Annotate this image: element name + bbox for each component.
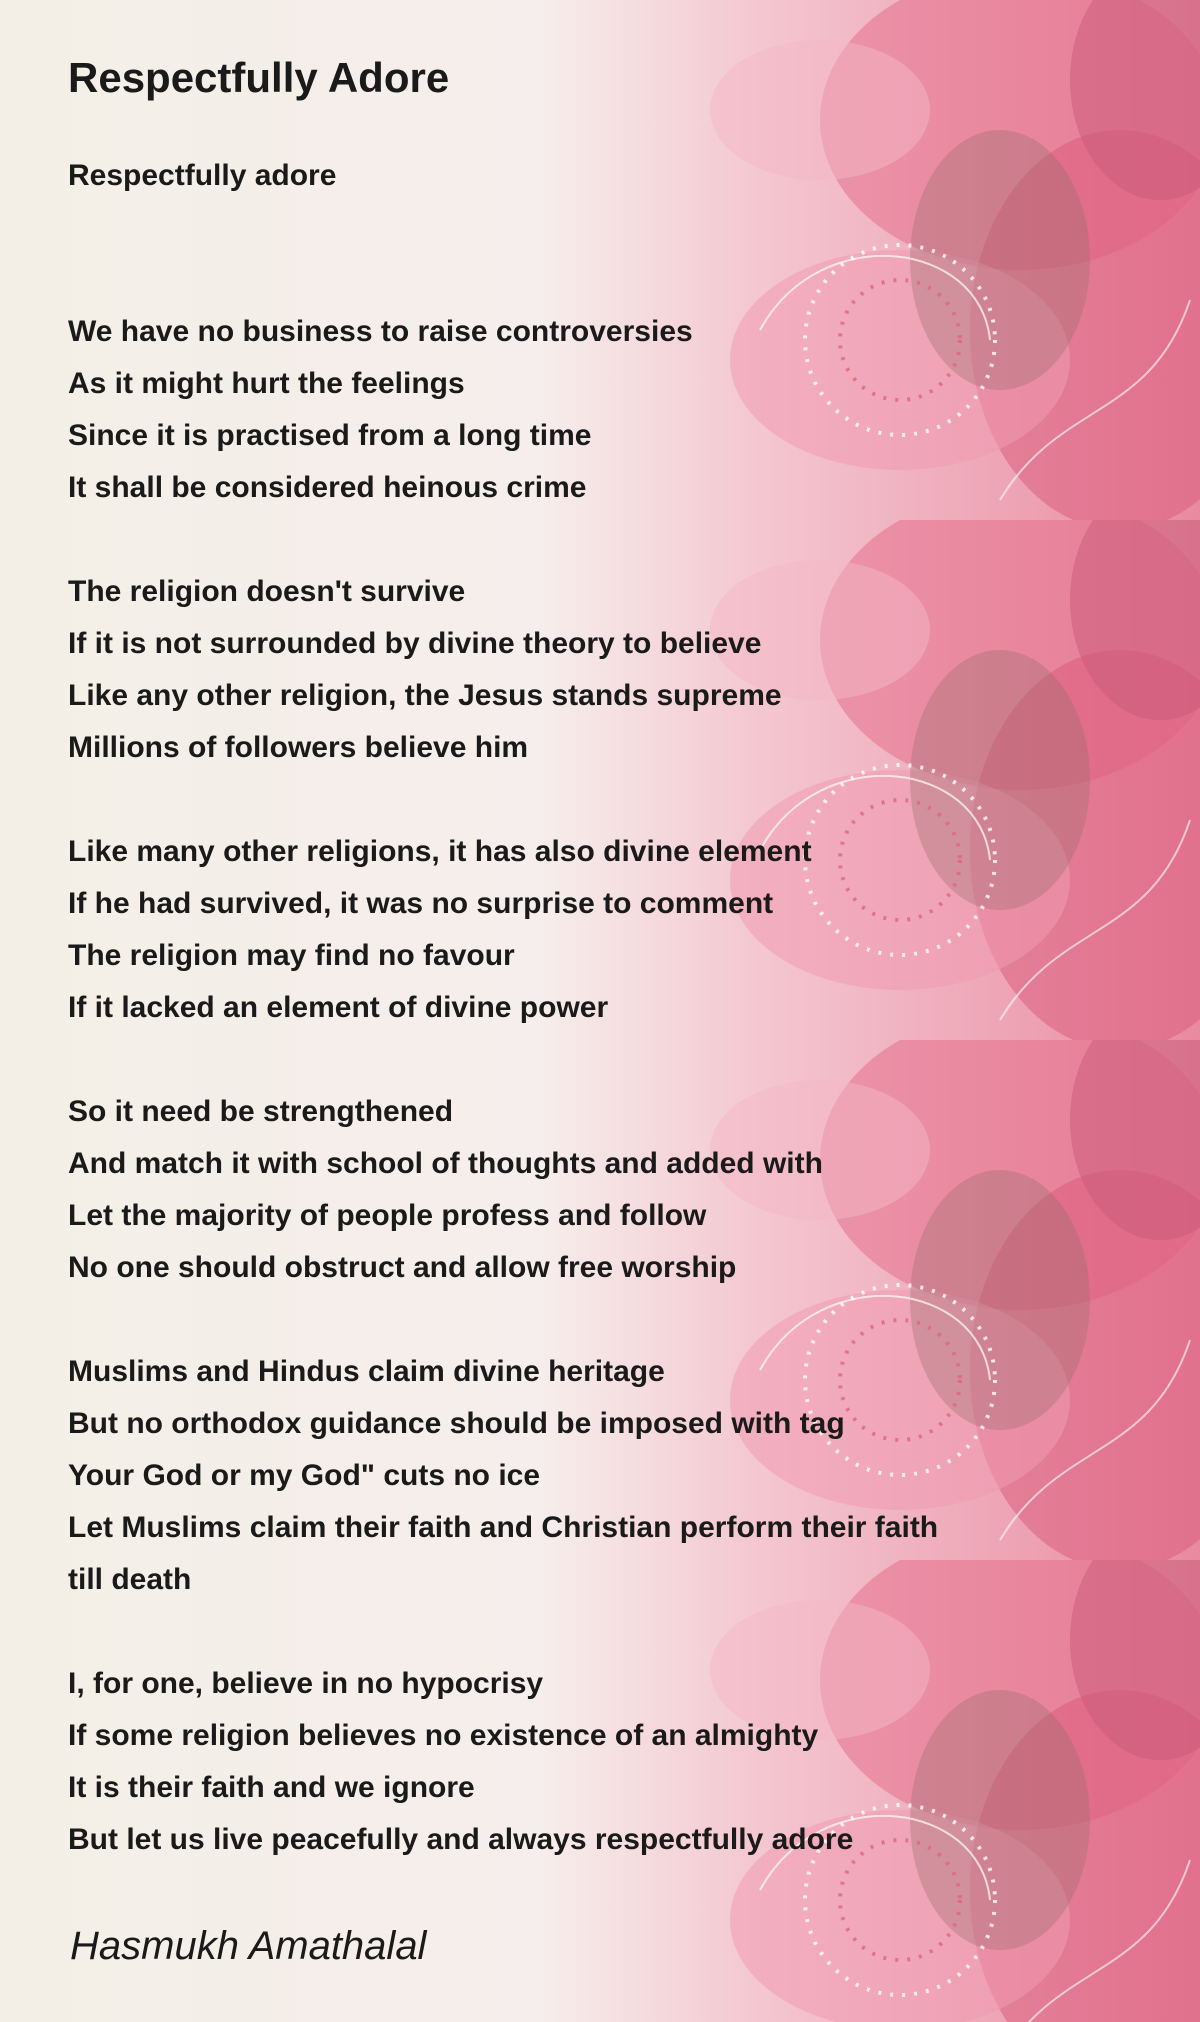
poem-line: If it lacked an element of divine power <box>68 991 609 1024</box>
poem-line: till death <box>68 1563 192 1596</box>
stanza-spacer <box>68 1034 1148 1086</box>
poem-line: The religion may find no favour <box>68 939 515 972</box>
stanza-2 <box>68 566 1148 774</box>
stanza-spacer <box>68 774 1148 826</box>
stanza-6 <box>68 1658 1148 1866</box>
poem-body <box>68 150 1148 1866</box>
poem-subtitle: Respectfully adore <box>68 159 337 192</box>
poem-line: No one should obstruct and allow free worship <box>68 1251 737 1284</box>
poem-line: Let the majority of people profess and follow <box>68 1199 707 1232</box>
poem-line: But let us live peacefully and always respectfully adore <box>68 1823 854 1856</box>
poem-title: Respectfully Adore <box>68 54 450 101</box>
poem-line: If he had survived, it was no surprise to comment <box>68 887 774 920</box>
poem-line: The religion doesn't survive <box>68 575 466 608</box>
poem-line: If it is not surrounded by divine theory to believe <box>68 627 762 660</box>
stanza-4 <box>68 1086 1148 1294</box>
poem-line: But no orthodox guidance should be imposed with tag <box>68 1407 845 1440</box>
poem-line: Like any other religion, the Jesus stands supreme <box>68 679 782 712</box>
poem-line: As it might hurt the feelings <box>68 367 465 400</box>
stanza-3 <box>68 826 1148 1034</box>
poem-line: And match it with school of thoughts and added with <box>68 1147 823 1180</box>
stanza-spacer <box>68 514 1148 566</box>
poem-line: Let Muslims claim their faith and Christian perform their faith <box>68 1511 939 1544</box>
poem-line: Muslims and Hindus claim divine heritage <box>68 1355 665 1388</box>
stanza-spacer <box>68 202 1148 306</box>
poem-line: So it need be strengthened <box>68 1095 454 1128</box>
poem-line: Millions of followers believe him <box>68 731 529 764</box>
stanza-5 <box>68 1346 1148 1606</box>
poem-line: If some religion believes no existence of an almighty <box>68 1719 819 1752</box>
stanza-1 <box>68 306 1148 514</box>
stanza-spacer <box>68 1606 1148 1658</box>
poem-author: Hasmukh Amathalal <box>70 1924 427 1968</box>
poem-line: It is their faith and we ignore <box>68 1771 475 1804</box>
poem-line: It shall be considered heinous crime <box>68 471 587 504</box>
poem-line: Since it is practised from a long time <box>68 419 592 452</box>
poem-line: Like many other religions, it has also divine element <box>68 835 812 868</box>
stanza-spacer <box>68 1294 1148 1346</box>
poem-line: We have no business to raise controversies <box>68 315 693 348</box>
poem-line: I, for one, believe in no hypocrisy <box>68 1667 544 1700</box>
poem-line: Your God or my God" cuts no ice <box>68 1459 541 1492</box>
